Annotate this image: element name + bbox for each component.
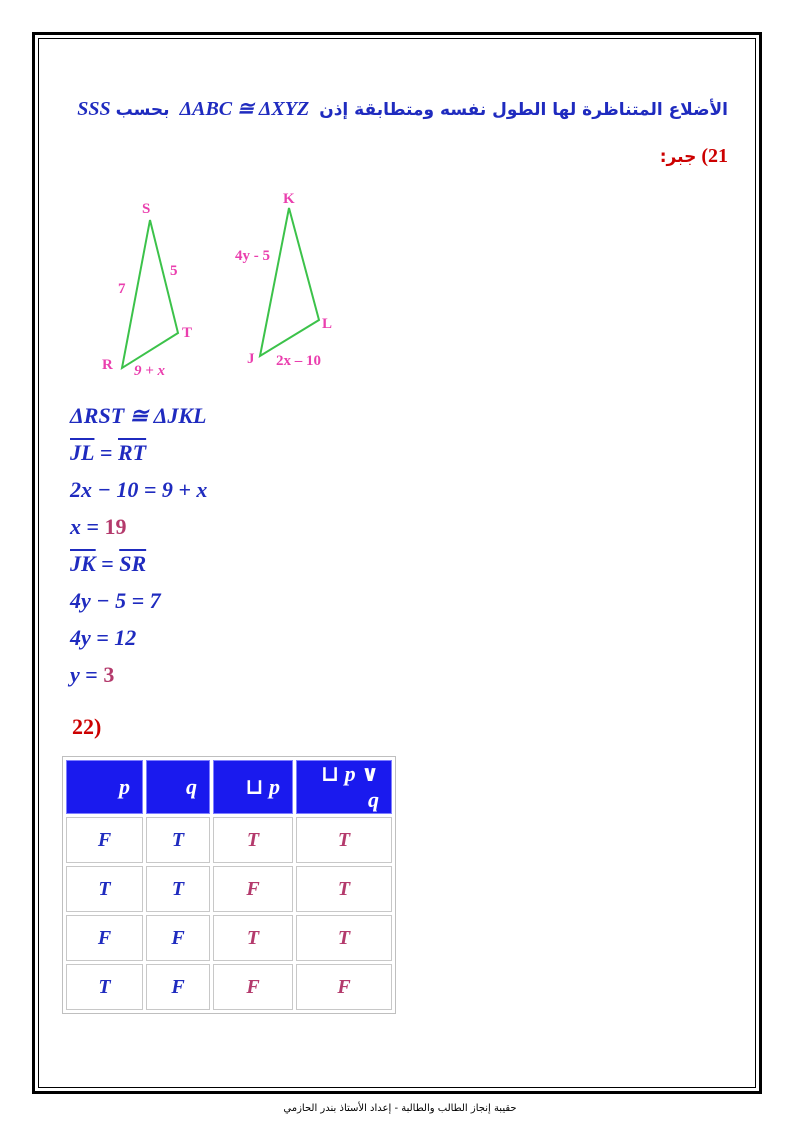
cell-q: F xyxy=(146,964,210,1010)
header-not-p: ⊔ p xyxy=(213,760,293,814)
triangle-rst xyxy=(122,220,178,368)
cell-not-p: T xyxy=(213,915,293,961)
problem-21-text: جبر: xyxy=(659,147,697,167)
step-congruence: ΔRST ≅ ΔJKL xyxy=(70,403,207,428)
side-jl-length: 2x – 10 xyxy=(276,353,321,369)
vertex-l: L xyxy=(322,316,333,332)
cell-p: T xyxy=(66,866,143,912)
vertex-r: R xyxy=(102,357,113,373)
header-p: p xyxy=(66,760,143,814)
step-equation-y: 4y − 5 = 7 xyxy=(70,588,161,613)
cell-not-p: T xyxy=(213,817,293,863)
side-st-length: 5 xyxy=(170,263,178,279)
table-row xyxy=(66,964,392,1010)
cell-result: F xyxy=(296,964,392,1010)
step-jk-sr: $\overline{JK} = \overline{SR}$ xyxy=(70,551,147,576)
triangle-jkl xyxy=(260,208,319,356)
cell-not-p: F xyxy=(213,866,293,912)
step-y-value: y = 3 xyxy=(70,662,115,687)
truth-table-header-row xyxy=(66,760,392,814)
cell-q: F xyxy=(146,915,210,961)
solution-steps xyxy=(70,400,207,696)
vertex-j: J xyxy=(247,351,255,367)
heading-congruence: ΔABC ≅ ΔXYZ xyxy=(179,98,310,120)
vertex-k: K xyxy=(283,191,295,207)
step-x-value: x = 19 xyxy=(70,514,127,539)
heading-postulate: SSS xyxy=(77,98,111,120)
cell-p: F xyxy=(66,915,143,961)
cell-p: F xyxy=(66,817,143,863)
vertex-t: T xyxy=(182,325,193,341)
heading-by: بحسب xyxy=(115,100,170,120)
cell-result: T xyxy=(296,817,392,863)
header-not-p-or-q: ⊔ p ∨ q xyxy=(296,760,392,814)
problem-22-label: 22) xyxy=(72,714,102,739)
heading-line xyxy=(70,96,728,121)
side-rt-length: 9 + x xyxy=(134,363,166,379)
table-row xyxy=(66,866,392,912)
heading-arabic: الأضلاع المتناظرة لها الطول نفسه ومتطابقة إذن xyxy=(319,100,728,120)
triangles-figure xyxy=(90,185,350,385)
page-footer: حقيبة إنجاز الطالب والطالبة - إعداد الأستاذ بندر الحازمي xyxy=(283,1103,517,1114)
step-jl-rt: $\overline{JL} = \overline{RT}$ xyxy=(70,440,147,465)
problem-21-number: 21) xyxy=(701,145,728,167)
header-q: q xyxy=(146,760,210,814)
truth-table xyxy=(62,756,396,1014)
cell-q: T xyxy=(146,866,210,912)
table-row xyxy=(66,817,392,863)
step-equation-x: 2x − 10 = 9 + x xyxy=(70,477,208,502)
problem-21-label xyxy=(600,145,728,168)
side-sr-length: 7 xyxy=(118,281,126,297)
cell-not-p: F xyxy=(213,964,293,1010)
step-4y: 4y = 12 xyxy=(70,625,137,650)
cell-q: T xyxy=(146,817,210,863)
vertex-s: S xyxy=(142,201,151,217)
cell-result: T xyxy=(296,915,392,961)
cell-result: T xyxy=(296,866,392,912)
table-row xyxy=(66,915,392,961)
side-kj-length: 4y - 5 xyxy=(235,248,270,264)
cell-p: T xyxy=(66,964,143,1010)
